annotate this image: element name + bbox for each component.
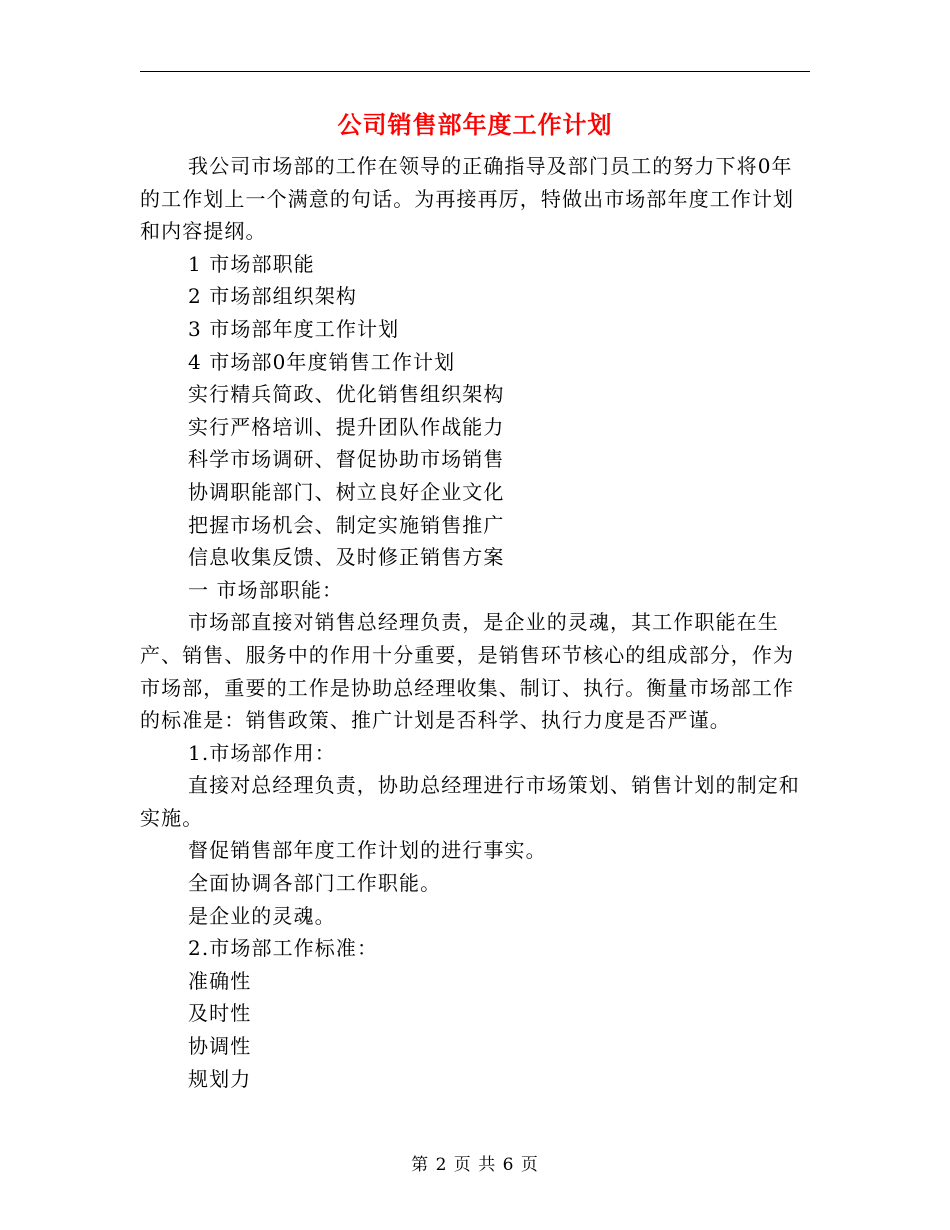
header-rule <box>140 71 810 72</box>
outline-item: 信息收集反馈、及时修正销售方案 <box>188 545 505 570</box>
outline-item: 1 市场部职能 <box>188 251 315 276</box>
outline-item: 实行严格培训、提升团队作战能力 <box>188 414 505 439</box>
outline-item: 4 市场部0年度销售工作计划 <box>188 349 456 374</box>
paragraph: 直接对总经理负责，协助总经理进行市场策划、销售计划的制定和实施。 <box>140 773 800 830</box>
outline-item: 协调职能部门、树立良好企业文化 <box>188 479 505 504</box>
list-item: 全面协调各部门工作职能。 <box>188 871 442 896</box>
list-item: 规划力 <box>188 1066 252 1091</box>
outline-item: 实行精兵简政、优化销售组织架构 <box>188 382 505 407</box>
outline-item: 2 市场部组织架构 <box>188 284 357 309</box>
document-body <box>140 150 810 1095</box>
list-item: 及时性 <box>188 1001 252 1026</box>
paragraph: 我公司市场部的工作在领导的正确指导及部门员工的努力下将0年的工作划上一个满意的句话。为再接再厉，特做出市场部年度工作计划和内容提纲。 <box>140 154 795 244</box>
section-heading: 一 市场部职能： <box>188 577 344 602</box>
outline-item: 科学市场调研、督促协助市场销售 <box>188 447 505 472</box>
list-item: 是企业的灵魂。 <box>188 903 336 928</box>
subsection-heading: 2.市场部工作标准： <box>188 936 379 961</box>
subsection-heading: 1.市场部作用： <box>188 740 336 765</box>
page-number: 第 2 页 共 6 页 <box>411 1155 539 1175</box>
document-title: 公司销售部年度工作计划 <box>337 110 613 139</box>
paragraph: 市场部直接对销售总经理负责，是企业的灵魂，其工作职能在生产、销售、服务中的作用十分重要，是销售环节核心的组成部分，作为市场部，重要的工作是协助总经理收集、制订、执行。衡量市场部工作的标准是：销售政策、推广计划是否科学、执行力度是否严谨。 <box>140 610 795 733</box>
outline-item: 3 市场部年度工作计划 <box>188 316 400 341</box>
list-item: 督促销售部年度工作计划的进行事实。 <box>188 838 547 863</box>
outline-item: 把握市场机会、制定实施销售推广 <box>188 512 505 537</box>
list-item: 协调性 <box>188 1034 252 1059</box>
list-item: 准确性 <box>188 968 252 993</box>
